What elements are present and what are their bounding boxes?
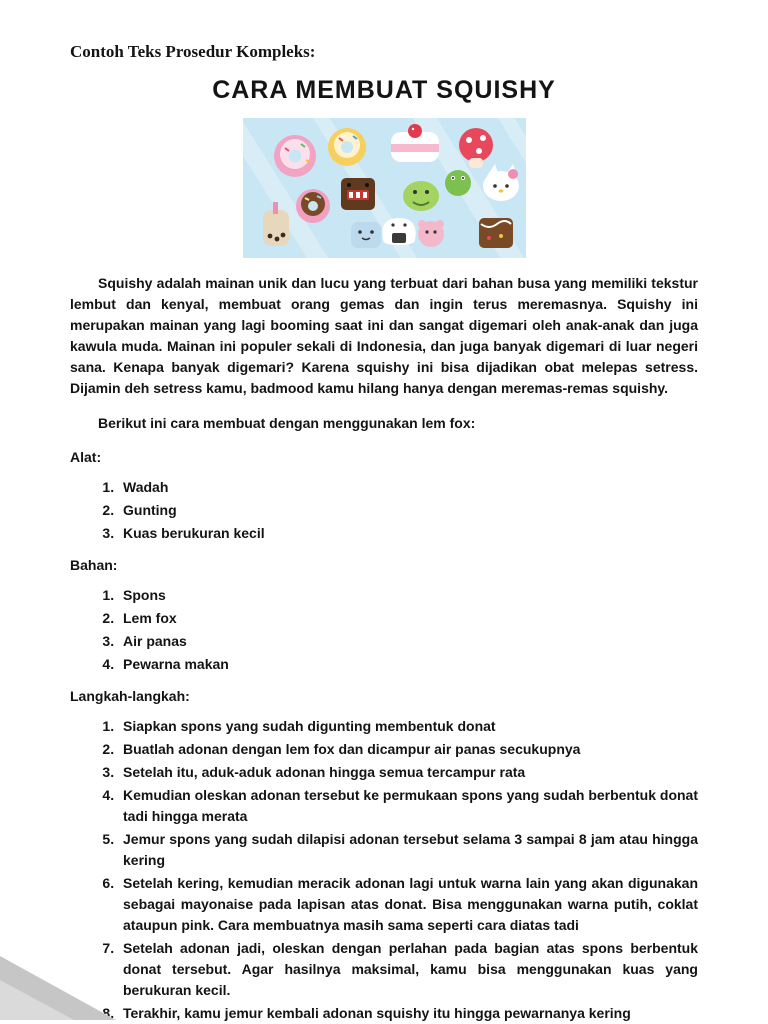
section-heading-alat: Alat: [70,449,102,465]
document-type-label: Contoh Teks Prosedur Kompleks: [70,42,316,61]
page-title: CARA MEMBUAT SQUISHY [212,76,556,104]
step-item: 6. Setelah kering, kemudian meracik adonan lagi untuk warna lain yang akan digunakan sebagai mayonaise pada lapisan atas donat. Bisa menggunakan warna putih, coklat ataupun pink. Cara membuatnya masih sama seperti cara diatas tadi [118,873,698,936]
brownie-chocolate [479,218,513,248]
cup-blue [351,222,381,248]
list-item: 1. Spons [118,585,698,606]
step-item: 1. Siapkan spons yang sudah digunting membentuk donat [118,716,698,737]
list-item: 2. Lem fox [118,608,698,629]
squishy-toys-photo [243,118,526,258]
domo-brown [341,178,375,210]
bahan-list [70,585,698,675]
photo-container [70,118,698,258]
donut-yellow [328,128,366,166]
donut-chocolate [296,189,330,223]
onigiri-white [382,218,415,245]
frog-green [445,170,471,196]
section-heading-bahan: Bahan: [70,557,118,573]
step-item: 7. Setelah adonan jadi, oleskan dengan perlahan pada bagian atas spons berbentuk donat tersebut. Agar hasilnya maksimal, kamu bisa menggunakan kuas yang berukuran kecil. [118,938,698,1001]
list-item: 4. Pewarna makan [118,654,698,675]
turtle-green [403,181,439,211]
intro-paragraph: Squishy adalah mainan unik dan lucu yang terbuat dari bahan busa yang memiliki tekstur lembut dan kenyal, membuat orang gemas dan ingin terus meremasnya. Squishy ini merupakan mainan yang lagi booming saat ini dan sangat digemari oleh anak-anak dan juga kawula muda. Mainan ini populer sekali di Indonesia, dan juga banyak digemari di luar negeri sana. Kenapa banyak digemari? Karena squishy ini bisa dijadikan obat melepas setress. Dijamin deh setress kamu, badmood kamu hilang hanya dengan meremas-remas squishy. [70,275,698,396]
donut-pink [274,135,316,177]
list-item: 3. Kuas berukuran kecil [118,523,698,544]
list-item: 3. Air panas [118,631,698,652]
list-item: 1. Wadah [118,477,698,498]
list-item: 2. Gunting [118,500,698,521]
step-item: 8. Terakhir, kamu jemur kembali adonan squishy itu hingga pewarnanya kering [118,1003,698,1024]
lead-in-paragraph: Berikut ini cara membuat dengan menggunakan lem fox: [98,415,476,431]
bear-pink [418,220,444,247]
step-item: 5. Jemur spons yang sudah dilapisi adonan tersebut selama 3 sampai 8 jam atau hingga kering [118,829,698,871]
alat-list [70,477,698,544]
step-item: 4. Kemudian oleskan adonan tersebut ke permukaan spons yang sudah berbentuk donat tadi hingga merata [118,785,698,827]
step-item: 2. Buatlah adonan dengan lem fox dan dicampur air panas secukupnya [118,739,698,760]
section-heading-langkah: Langkah-langkah: [70,688,190,704]
step-item: 3. Setelah itu, aduk-aduk adonan hingga semua tercampur rata [118,762,698,783]
langkah-list [70,716,698,1024]
